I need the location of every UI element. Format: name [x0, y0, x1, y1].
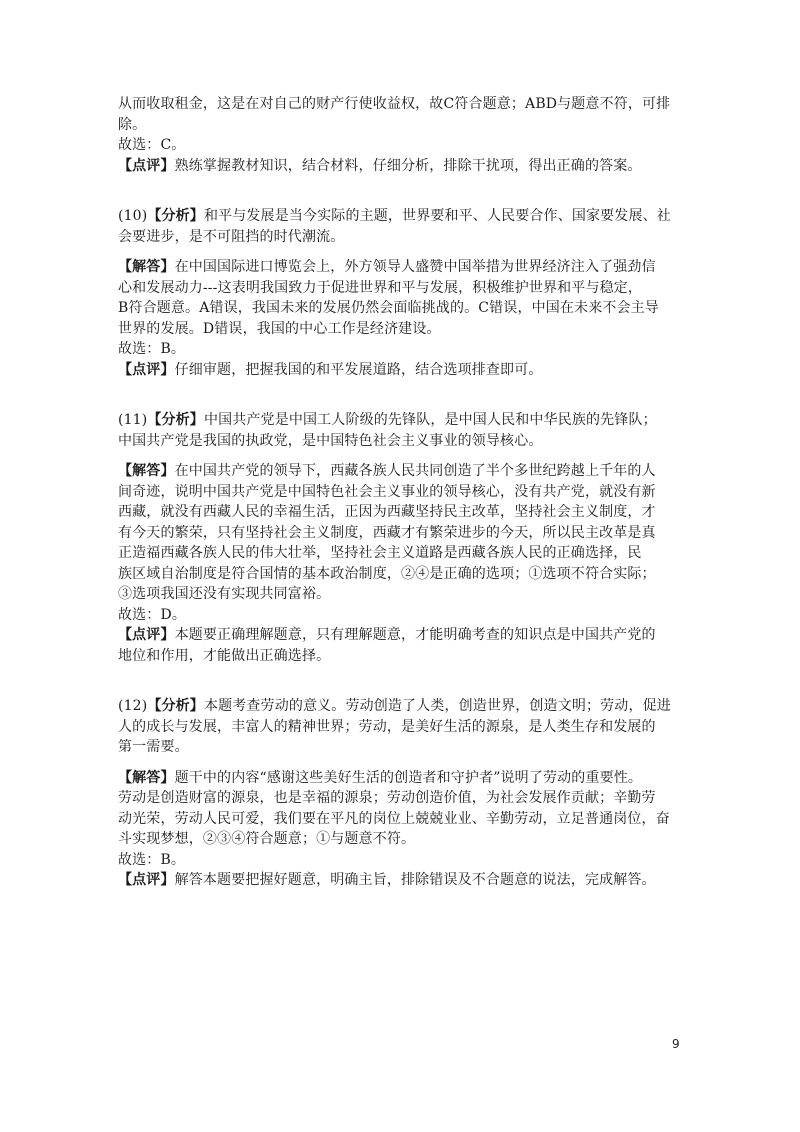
- paragraph-line: 从而收取租金，这是在对自己的财产行使收益权，故C符合题意；ABD与题意不符，可排: [118, 96, 671, 112]
- answer-line: 西藏，就没有西藏人民的幸福生活，正因为西藏坚持民主改革，坚持社会主义制度，才: [118, 504, 656, 520]
- paragraph-line: 除。: [118, 116, 147, 133]
- question-11: [118, 410, 690, 666]
- choice-line: 故选：D。: [118, 606, 186, 623]
- answer-line: 世界的发展。D错误，我国的中心工作是经济建设。: [118, 320, 441, 337]
- answer-line: 劳动是创造财富的源泉，也是幸福的源泉；劳动创造价值，为社会发展作贡献；辛勤劳: [118, 790, 656, 806]
- analysis-line: 中国共产党是我国的执政党，是中国特色社会主义事业的领导核心。: [118, 432, 543, 449]
- question-number: (12): [118, 698, 148, 714]
- choice-line: 故选：B。: [118, 851, 186, 868]
- comment-tag: 【点评】: [118, 361, 175, 378]
- analysis-line: 人的成长与发展，丰富人的精神世界；劳动，是美好生活的源泉，是人类生存和发展的: [118, 718, 656, 735]
- answer-line: 心和发展动力---这表明我国致力于促进世界和平与发展，积极维护世界和平与稳定，: [118, 279, 643, 296]
- analysis-line: [118, 206, 690, 227]
- answer-line: 间奇迹，说明中国共产党是中国特色社会主义事业的领导核心，没有共产党，就没有新: [118, 483, 656, 500]
- comment-tag: 【点评】: [118, 157, 175, 174]
- analysis-text: 本题考查劳动的意义。劳动创造了人类，创造世界，创造文明；劳动，促进: [203, 698, 671, 714]
- answer-line: [118, 257, 690, 278]
- answer-line: [118, 768, 690, 789]
- answer-line: ③选项我国还没有实现共同富裕。: [118, 586, 331, 602]
- comment-text: 解答本题要把握好题意，明确主旨，排除错误及不合题意的说法，完成解答。: [174, 872, 656, 888]
- analysis-tag: 【分析】: [147, 412, 204, 428]
- answer-line: 斗实现梦想，②③④符合题意；①与题意不符。: [118, 831, 416, 847]
- comment-line: [118, 360, 690, 381]
- analysis-tag: 【分析】: [147, 208, 204, 224]
- page-number: 9: [672, 1037, 680, 1051]
- comment-tag: 【点评】: [118, 872, 175, 888]
- answer-line: [118, 461, 690, 482]
- comment-text: 熟练掌握教材知识，结合材料，仔细分析，排除干扰项，得出正确的答案。: [174, 157, 642, 174]
- comment-line: 地位和作用，才能做出正确选择。: [118, 647, 331, 664]
- comment-line: [118, 625, 690, 646]
- answer-tag: 【解答】: [118, 769, 175, 786]
- answer-tag: 【解答】: [118, 259, 175, 275]
- choice-line: 故选：C。: [118, 137, 186, 153]
- analysis-text: 中国共产党是中国工人阶级的先锋队，是中国人民和中华民族的先锋队；: [203, 412, 657, 428]
- question-number: (11): [118, 412, 148, 428]
- answer-text: 题干中的内容“感谢这些美好生活的创造者和守护者”说明了劳动的重要性。: [174, 769, 643, 786]
- analysis-line: [118, 410, 690, 431]
- analysis-text: 和平与发展是当今实际的主题，世界要和平、人民要合作、国家要发展、社: [203, 208, 671, 224]
- comment-line: [118, 870, 690, 891]
- comment-line: [118, 156, 690, 177]
- question-12: [118, 696, 690, 891]
- answer-line: 动光荣，劳动人民可爱，我们要在平凡的岗位上兢兢业业、辛勤劳动，立足普通岗位，奋: [118, 810, 670, 827]
- answer-text: 在中国国际进口博览会上，外方领导人盛赞中国举措为世界经济注入了强劲信: [174, 259, 656, 275]
- document-page: [118, 94, 690, 891]
- choice-line: 故选：B。: [118, 341, 186, 357]
- analysis-line: [118, 696, 690, 717]
- analysis-line: 会要进步，是不可阻挡的时代潮流。: [118, 228, 345, 245]
- question-10: [118, 206, 690, 380]
- answer-line: B符合题意。A错误，我国未来的发展仍然会面临挑战的。C错误，中国在未来不会主导: [118, 300, 659, 316]
- analysis-line: 第一需要。: [118, 739, 189, 755]
- comment-tag: 【点评】: [118, 627, 175, 643]
- answer-line: 有今天的繁荣，只有坚持社会主义制度，西藏才有繁荣进步的今天，所以民主改革是真: [118, 524, 656, 541]
- answer-text: 在中国共产党的领导下，西藏各族人民共同创造了半个多世纪跨越上千年的人: [174, 463, 656, 479]
- intro-block: [118, 94, 690, 176]
- question-number: (10): [118, 208, 148, 224]
- analysis-tag: 【分析】: [147, 698, 204, 714]
- comment-text: 本题要正确理解题意，只有理解题意，才能明确考查的知识点是中国共产党的: [174, 627, 656, 643]
- comment-text: 仔细审题，把握我国的和平发展道路，结合选项排查即可。: [174, 361, 543, 378]
- answer-line: 族区域自治制度是符合国情的基本政治制度，②④是正确的选项；①选项不符合实际；: [118, 565, 656, 582]
- answer-tag: 【解答】: [118, 463, 175, 479]
- answer-line: 正造福西藏各族人民的伟大壮举，坚持社会主义道路是西藏各族人民的正确选择，民: [118, 545, 642, 561]
